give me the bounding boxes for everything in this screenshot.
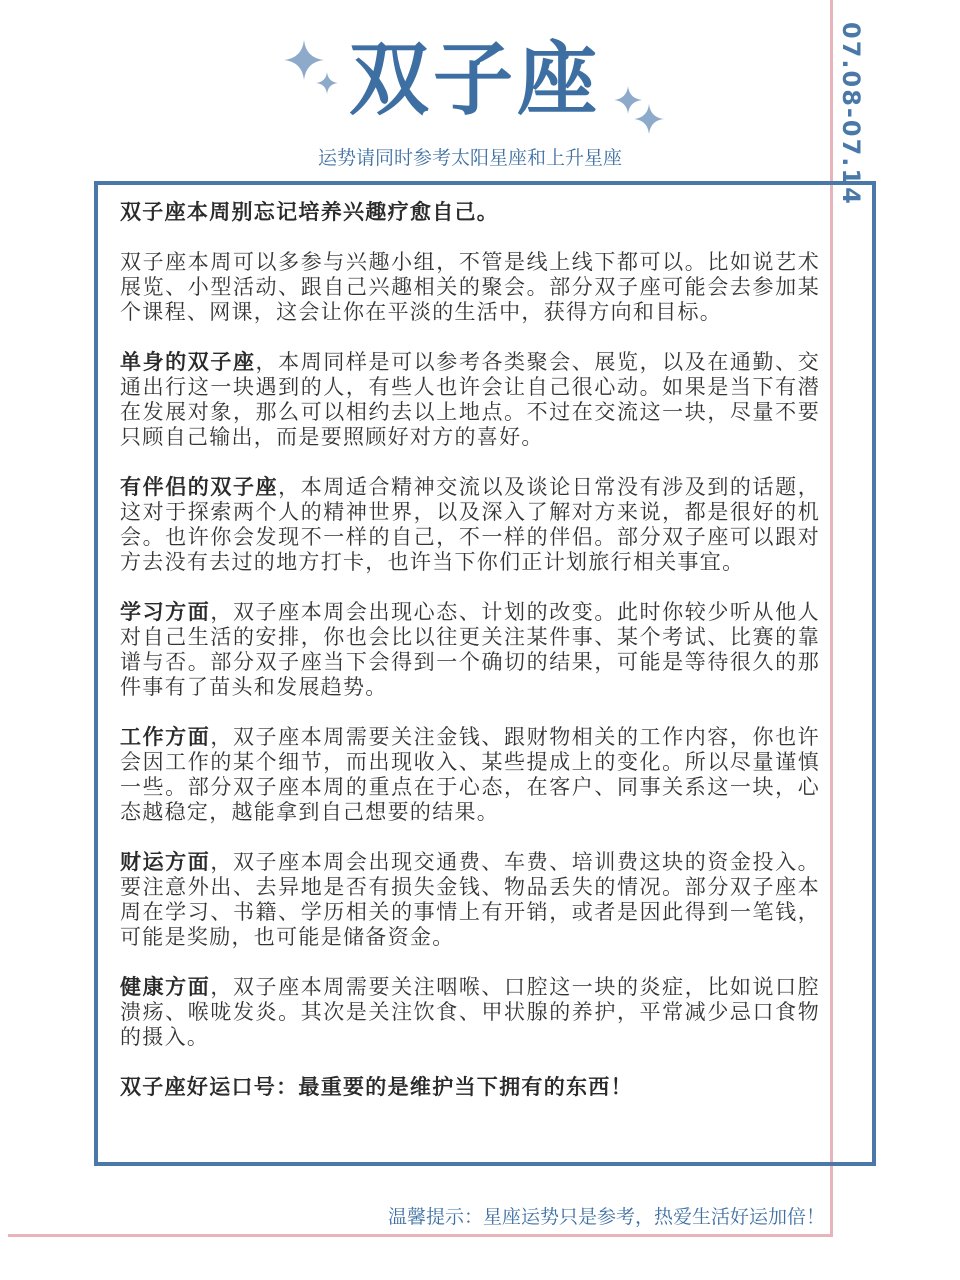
section-work xyxy=(120,725,820,825)
footer-tip: 温馨提示：星座运势只是参考，热爱生活好运加倍！ xyxy=(387,1206,825,1228)
section-study xyxy=(120,600,820,700)
section-partnered xyxy=(120,475,820,575)
section-finance xyxy=(120,850,820,950)
subtitle: 运势请同时参考太阳星座和上升星座 xyxy=(317,147,622,169)
horoscope-content xyxy=(120,200,820,1100)
section-label: 单身的双子座 xyxy=(120,350,256,374)
sparkle-small-left-icon xyxy=(316,72,338,94)
intro-paragraph: 双子座本周可以多参与兴趣小组，不管是线上线下都可以。比如说艺术展览、小型活动、跟自己兴趣相关的聚会。部分双子座可能会去参加某个课程、网课，这会让你在平淡的生活中，获得方向和目标。 xyxy=(120,250,820,324)
section-label: 学习方面 xyxy=(120,600,211,624)
section-text: ，双子座本周需要关注咽喉、口腔这一块的炎症，比如说口腔溃疡、喉咙发炎。其次是关注饮食、甲状腺的养护，平常减少忌口食物的摄入。 xyxy=(120,975,820,1049)
page-title: 双子座 xyxy=(349,33,601,126)
section-health xyxy=(120,975,820,1050)
sparkle-large-right-icon xyxy=(634,104,664,134)
section-label: 财运方面 xyxy=(120,850,211,874)
pink-horizontal-rule xyxy=(8,1234,833,1237)
date-range: 07.08-07.14 xyxy=(837,22,865,206)
section-label: 有伴侣的双子座 xyxy=(120,475,279,499)
section-text: ，双子座本周需要关注金钱、跟财物相关的工作内容，你也许会因工作的某个细节，而出现收入、某些提成上的变化。所以尽量谨慎一些。部分双子座本周的重点在于心态，在客户、同事关系这一块，心态越稳定，越能拿到自己想要的结果。 xyxy=(120,725,820,824)
section-text: ，双子座本周会出现心态、计划的改变。此时你较少听从他人对自己生活的安排，你也会比以往更关注某件事、某个考试、比赛的靠谱与否。部分双子座当下会得到一个确切的结果，可能是等待很久的那件事有了苗头和发展趋势。 xyxy=(120,600,820,699)
section-text: ，本周同样是可以参考各类聚会、展览，以及在通勤、交通出行这一块遇到的人，有些人也许会让自己很心动。如果是当下有潜在发展对象，那么可以相约去以上地点。不过在交流这一块，尽量不要只顾自己输出，而是要照顾好对方的喜好。 xyxy=(120,350,820,449)
section-text: ，双子座本周会出现交通费、车费、培训费这块的资金投入。要注意外出、去异地是否有损失金钱、物品丢失的情况。部分双子座本周在学习、书籍、学历相关的事情上有开销，或者是因此得到一笔钱，可能是奖励，也可能是储备资金。 xyxy=(120,850,820,949)
headline: 双子座本周别忘记培养兴趣疗愈自己。 xyxy=(120,200,500,224)
slogan: 双子座好运口号：最重要的是维护当下拥有的东西！ xyxy=(120,1075,633,1099)
section-text: ，本周适合精神交流以及谈论日常没有涉及到的话题，这对于探索两个人的精神世界，以及深入了解对方来说，都是很好的机会。也许你会发现不一样的自己，不一样的伴侣。部分双子座可以跟对方去没有去过的地方打卡，也许当下你们正计划旅行相关事宜。 xyxy=(120,475,820,574)
section-single xyxy=(120,350,820,450)
section-label: 工作方面 xyxy=(120,725,211,749)
section-label: 健康方面 xyxy=(120,975,211,999)
